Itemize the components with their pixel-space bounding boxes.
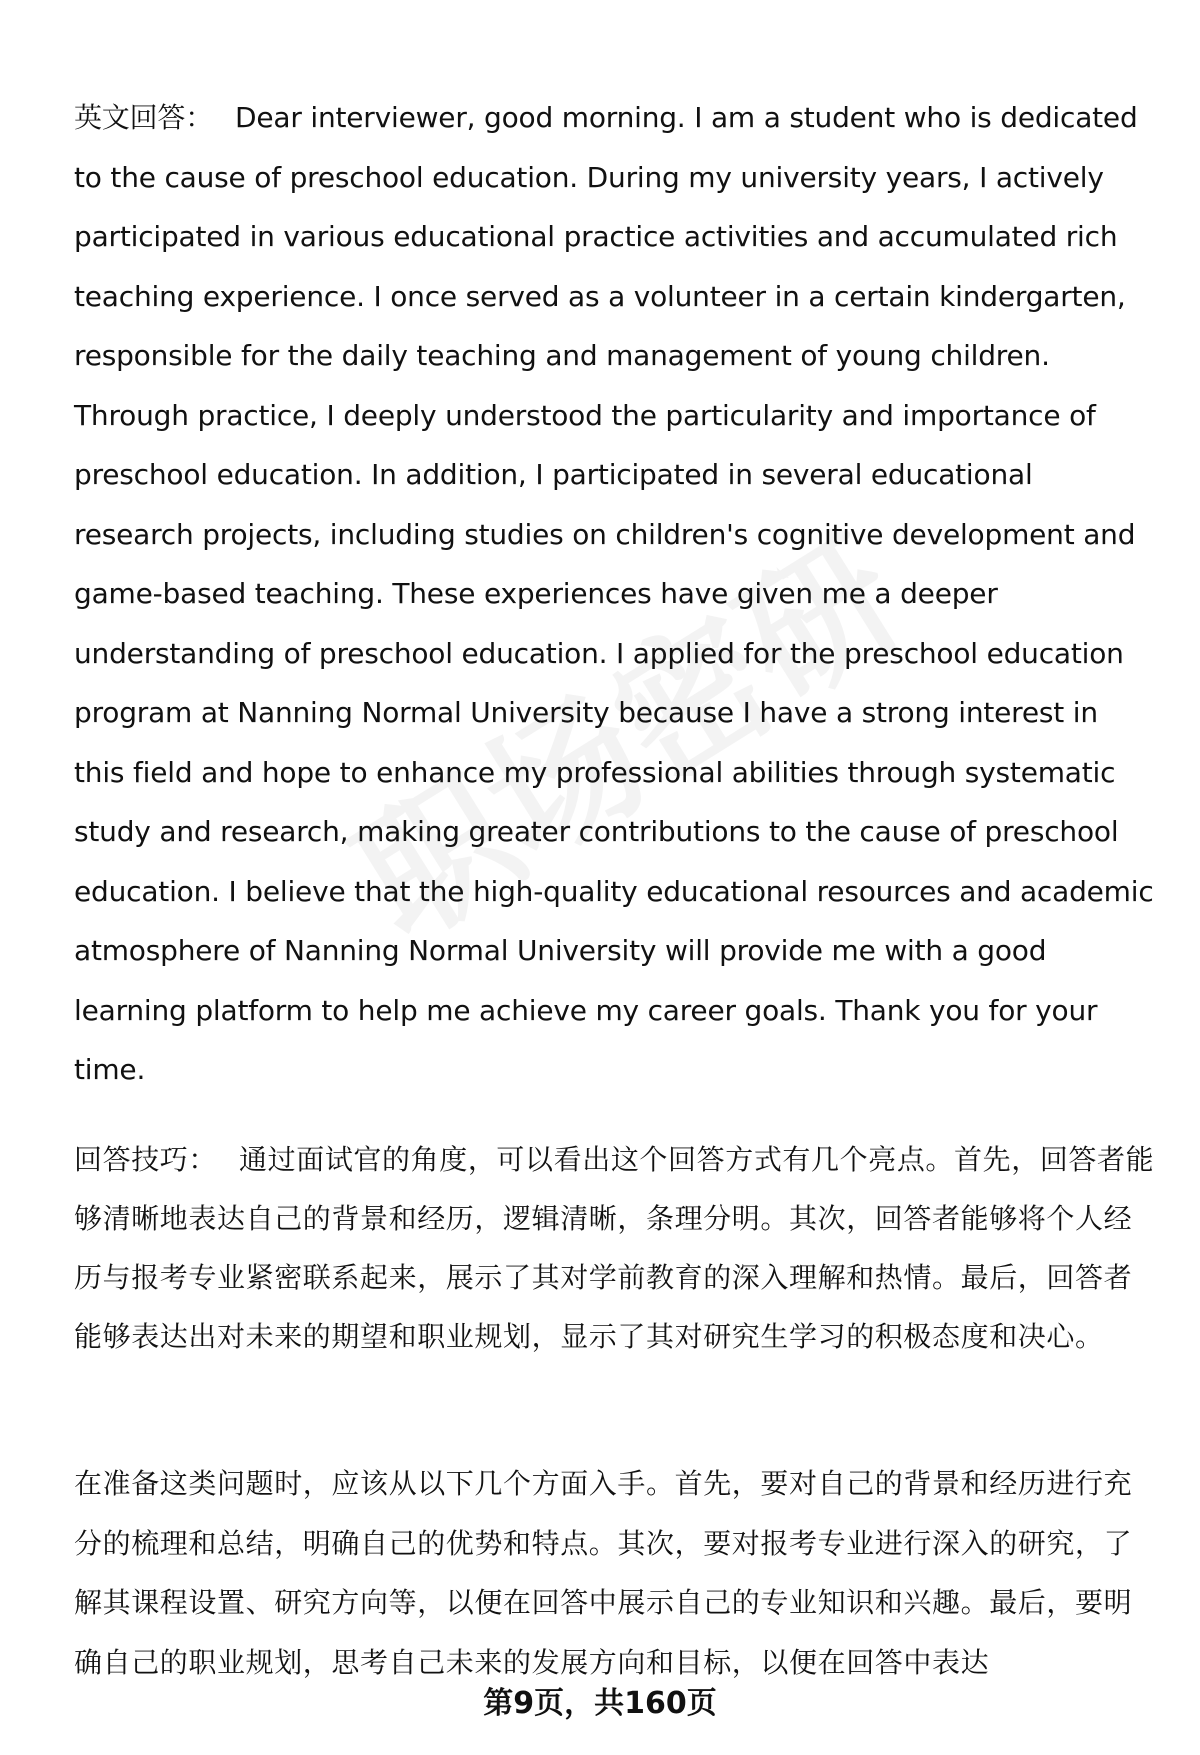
page-number: 第9页，共160页	[483, 1686, 717, 1721]
preparation-text: 在准备这类问题时，应该从以下几个方面入手。首先，要对自己的背景和经历进行充分的梳理和总结，明确自己的优势和特点。其次，要对报考专业进行深入的研究，了解其课程设置、研究方向等，以便在回答中展示自己的专业知识和兴趣。最后，要明确自己的职业规划，思考自己未来的发展方向和目标，以便在回答中表达	[74, 1467, 1133, 1679]
answer-tips-paragraph	[74, 1130, 1156, 1366]
answer-tips-label: 回答技巧：	[74, 1143, 218, 1176]
english-answer-paragraph	[74, 88, 1156, 1100]
english-answer-text: Dear interviewer, good morning. I am a student who is dedicated to the cause of preschool education. During my university years, I actively participated in various educational practice activities and accumulated rich teaching experience. I once served as a volunteer in a certain kindergarten, responsible for the daily teaching and management of young children. Through practice, I deeply understood the particularity and importance of preschool education. In addition, I participated in several educational research projects, including studies on children's cognitive development and game-based teaching. These experiences have given me a deeper understanding of preschool education. I applied for the preschool education program at Nanning Normal University because I have a strong interest in this field and hope to enhance my professional abilities through systematic study and research, making greater contributions to the cause of preschool education. I believe that the high-quality educational resources and academic atmosphere of Nanning Normal University will provide me with a good learning platform to help me achieve my career goals. Thank you for your time.	[74, 101, 1154, 1086]
answer-tips-text: 通过面试官的角度，可以看出这个回答方式有几个亮点。首先，回答者能够清晰地表达自己的背景和经历，逻辑清晰，条理分明。其次，回答者能够将个人经历与报考专业紧密联系起来，展示了其对学前教育的深入理解和热情。最后，回答者能够表达出对未来的期望和职业规划，显示了其对研究生学习的积极态度和决心。	[74, 1143, 1155, 1353]
english-answer-label: 英文回答：	[74, 101, 214, 134]
preparation-paragraph	[74, 1454, 1156, 1692]
